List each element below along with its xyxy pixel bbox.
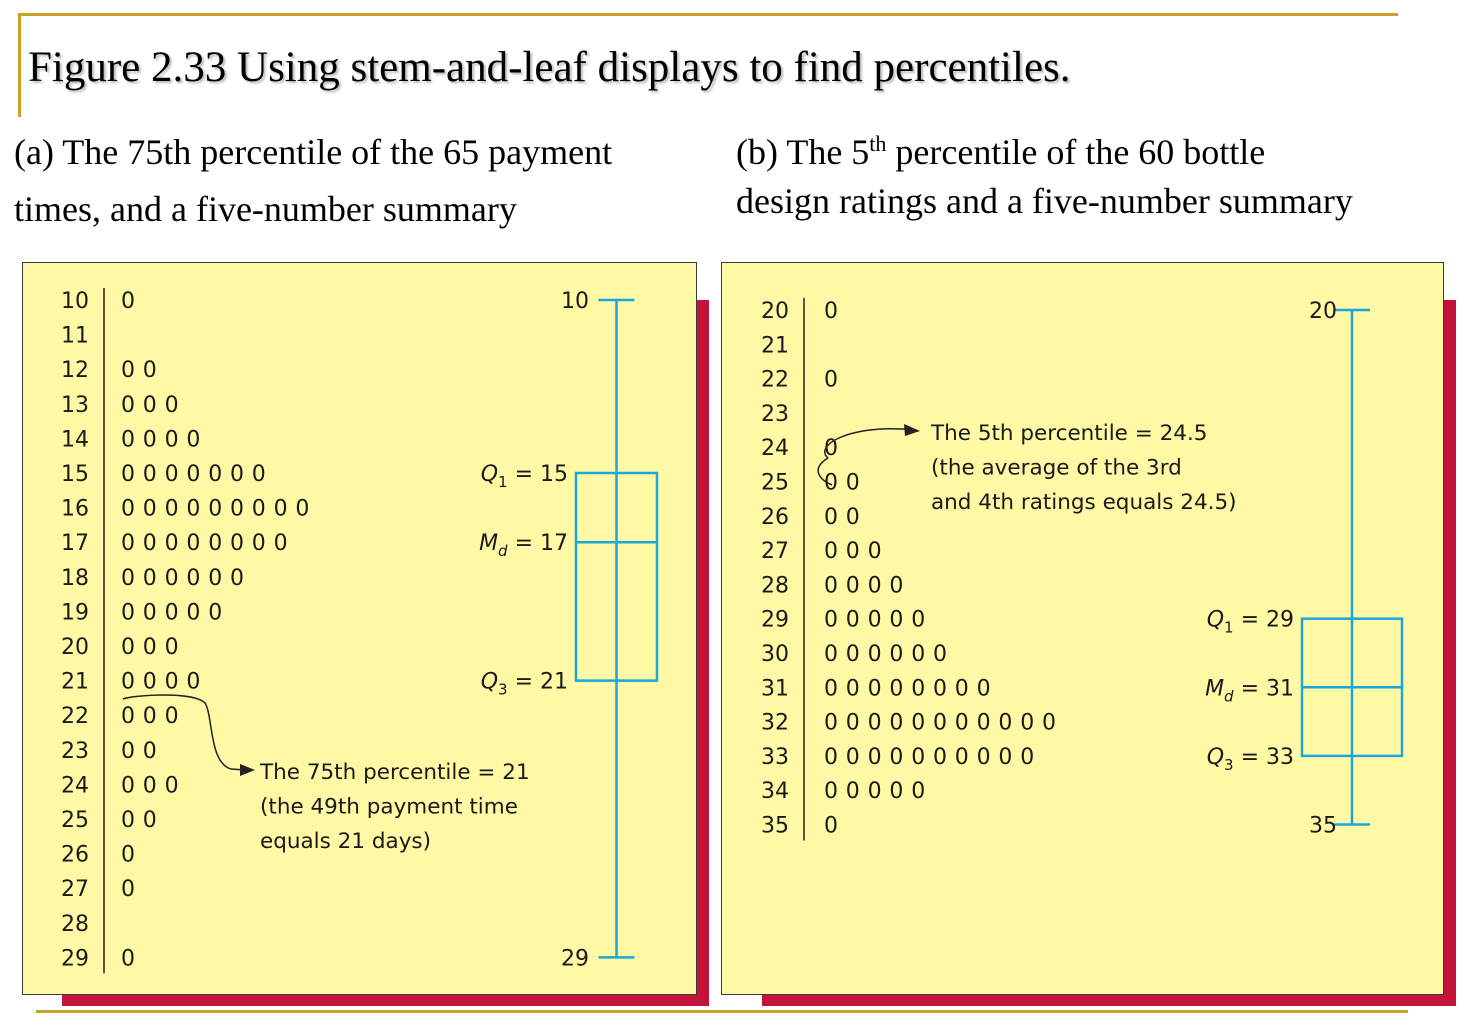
stem-13: 13 [61,392,89,418]
leaf-28-1: 0 [824,573,838,599]
stem-18: 18 [61,565,89,591]
leaf-33-6: 0 [933,744,947,770]
leaf-20-2: 0 [142,635,157,660]
leaf-32-5: 0 [911,710,926,736]
leaf-25-2: 0 [845,470,860,496]
leaf-33-3: 0 [867,744,882,770]
caption-b [736,127,1353,226]
leaf-30-4: 0 [889,642,904,667]
leaf-26-2: 0 [845,504,860,530]
leaf-15-3: 0 [164,462,179,487]
leaf-24-2: 0 [142,773,157,799]
leaf-17-2: 0 [142,531,157,557]
leaf-32-7: 0 [954,710,969,736]
stem-12: 12 [61,358,89,384]
leaf-33-9: 0 [998,744,1013,770]
annotation-line-3: equals 21 days) [260,829,432,855]
leaf-33-8: 0 [976,744,991,770]
leaf-16-9: 0 [295,496,310,522]
leaf-27-1: 0 [121,877,135,903]
leaf-14-4: 0 [186,427,201,453]
stem-25: 25 [761,470,789,496]
stem-31: 31 [761,676,789,702]
leaf-20-1: 0 [121,635,135,660]
leaf-16-7: 0 [251,496,266,522]
panel-b [721,262,1444,995]
max-label: 35 [1309,813,1337,839]
title-left-rule [18,13,21,117]
leaf-13-1: 0 [121,392,135,418]
leaf-15-5: 0 [208,462,223,487]
leaf-15-7: 0 [251,462,266,487]
leaf-18-3: 0 [164,565,179,591]
leaf-21-4: 0 [186,669,201,695]
stem-11: 11 [61,323,89,349]
stem-19: 19 [61,600,89,626]
leaf-31-1: 0 [824,676,838,702]
leaf-17-6: 0 [230,531,244,557]
leaf-15-1: 0 [121,462,135,487]
stem-26: 26 [61,842,89,868]
leaf-15-6: 0 [230,462,244,487]
leaf-13-3: 0 [164,392,179,418]
leaf-17-8: 0 [273,531,288,557]
leaf-32-3: 0 [867,710,882,736]
caption-b-line1 [736,127,1353,177]
leaf-16-4: 0 [186,496,201,522]
min-label: 20 [1309,299,1337,324]
leaf-30-5: 0 [911,642,926,667]
leaf-34-5: 0 [911,779,926,805]
leaf-16-1: 0 [121,496,135,522]
leaf-18-6: 0 [230,565,244,591]
leaf-26-1: 0 [121,842,135,868]
leaf-27-3: 0 [867,539,882,565]
leaf-19-4: 0 [186,600,201,626]
caption-b-line1-post: percentile of the 60 bottle [886,132,1266,172]
stem-16: 16 [61,496,89,522]
stem-34: 34 [761,779,789,805]
leaf-32-10: 0 [1020,710,1035,736]
annotation-line-1: The 5th percentile = 24.5 [931,421,1208,446]
leaf-14-2: 0 [142,427,157,453]
stem-30: 30 [761,642,789,667]
leaf-31-8: 0 [976,676,991,702]
leaf-12-1: 0 [121,358,135,384]
stem-33: 33 [761,744,789,770]
title-top-rule [18,13,1398,16]
leaf-28-4: 0 [889,573,904,599]
leaf-33-7: 0 [954,744,969,770]
leaf-19-3: 0 [164,600,179,626]
leaf-10-1: 0 [121,289,135,314]
leaf-25-2: 0 [142,808,157,833]
stem-25: 25 [61,808,89,833]
leaf-22-3: 0 [164,704,179,730]
leaf-33-2: 0 [845,744,860,770]
caption-a-line2: times, and a five-number summary [14,189,517,229]
panel-a-figure [23,263,698,996]
stem-29: 29 [761,607,789,633]
leaf-29-1: 0 [121,946,135,972]
stem-27: 27 [761,539,789,565]
leaf-29-3: 0 [867,607,882,633]
caption-a [14,127,612,234]
leaf-17-7: 0 [251,531,266,557]
leaf-21-2: 0 [142,669,157,695]
annotation-arrow [123,695,245,770]
leaf-18-5: 0 [208,565,223,591]
stem-27: 27 [61,877,89,903]
caption-b-line2: design ratings and a five-number summary [736,181,1353,221]
leaf-25-1: 0 [824,470,838,496]
leaf-32-8: 0 [976,710,991,736]
stem-14: 14 [61,427,89,453]
leaf-34-3: 0 [867,779,882,805]
annotation-line-2: (the average of the 3rd [931,455,1182,481]
median-label: $M_d = 17$ [479,531,568,561]
annotation-arrowhead [240,764,255,776]
leaf-19-2: 0 [142,600,157,626]
annotation-line-1: The 75th percentile = 21 [260,760,530,785]
leaf-31-4: 0 [889,676,904,702]
leaf-22-1: 0 [824,367,838,393]
leaf-18-1: 0 [121,565,135,591]
leaf-25-1: 0 [121,808,135,833]
leaf-30-1: 0 [824,642,838,667]
leaf-18-2: 0 [142,565,157,591]
stem-22: 22 [761,367,789,393]
caption-b-line1-pre: (b) The 5 [736,132,870,172]
leaf-29-5: 0 [911,607,926,633]
leaf-31-6: 0 [933,676,947,702]
annotation-arrowhead [904,424,920,436]
leaf-16-2: 0 [142,496,157,522]
leaf-30-2: 0 [845,642,860,667]
stem-20: 20 [761,299,789,324]
leaf-32-9: 0 [998,710,1013,736]
leaf-29-4: 0 [889,607,904,633]
leaf-34-4: 0 [889,779,904,805]
leaf-32-1: 0 [824,710,838,736]
min-label: 10 [561,289,589,314]
leaf-15-4: 0 [186,462,201,487]
stem-26: 26 [761,504,789,530]
leaf-31-3: 0 [867,676,882,702]
leaf-30-6: 0 [933,642,947,667]
leaf-17-1: 0 [121,531,135,557]
leaf-17-5: 0 [208,531,223,557]
leaf-28-2: 0 [845,573,860,599]
leaf-33-1: 0 [824,744,838,770]
leaf-31-2: 0 [845,676,860,702]
leaf-20-3: 0 [164,635,179,660]
stem-28: 28 [761,573,789,599]
leaf-32-2: 0 [845,710,860,736]
leaf-19-5: 0 [208,600,223,626]
stem-17: 17 [61,531,89,557]
stem-10: 10 [61,289,89,314]
max-label: 29 [561,946,589,972]
annotation-line-2: (the 49th payment time [260,794,518,820]
leaf-31-5: 0 [911,676,926,702]
stem-23: 23 [761,401,789,427]
stem-29: 29 [61,946,89,972]
leaf-24-3: 0 [164,773,179,799]
caption-a-line1: (a) The 75th percentile of the 65 payment [14,132,613,172]
leaf-14-1: 0 [121,427,135,453]
leaf-21-3: 0 [164,669,179,695]
leaf-24-1: 0 [121,773,135,799]
leaf-20-1: 0 [824,299,838,324]
leaf-24-1: 0 [824,436,838,462]
q1-label: $Q_1 = 15$ [480,462,568,491]
leaf-33-5: 0 [911,744,926,770]
leaf-22-2: 0 [142,704,157,730]
leaf-29-2: 0 [845,607,860,633]
leaf-15-2: 0 [142,462,157,487]
leaf-17-3: 0 [164,531,179,557]
stem-21: 21 [761,333,789,359]
leaf-34-2: 0 [845,779,860,805]
leaf-13-2: 0 [142,392,157,418]
leaf-31-7: 0 [954,676,969,702]
stem-35: 35 [761,813,789,839]
leaf-14-3: 0 [164,427,179,453]
figure-title: Figure 2.33 Using stem-and-leaf displays to find percentiles. [28,44,1071,91]
stem-23: 23 [61,738,89,764]
leaf-34-1: 0 [824,779,838,805]
stem-15: 15 [61,462,89,487]
leaf-16-8: 0 [273,496,288,522]
q1-label: $Q_1 = 29$ [1206,607,1294,637]
leaf-33-4: 0 [889,744,904,770]
q3-label: $Q_3 = 33$ [1206,744,1294,774]
leaf-16-5: 0 [208,496,223,522]
leaf-33-10: 0 [1020,744,1035,770]
q3-label: $Q_3 = 21$ [480,669,568,699]
leaf-27-2: 0 [845,539,860,565]
leaf-29-1: 0 [824,607,838,633]
leaf-16-6: 0 [230,496,244,522]
leaf-32-6: 0 [933,710,947,736]
leaf-16-3: 0 [164,496,179,522]
leaf-32-4: 0 [889,710,904,736]
leaf-32-11: 0 [1042,710,1056,736]
stem-24: 24 [61,773,89,799]
stem-20: 20 [61,635,89,660]
leaf-28-3: 0 [867,573,882,599]
leaf-27-1: 0 [824,539,838,565]
leaf-23-2: 0 [142,738,157,764]
stem-24: 24 [761,436,789,462]
caption-b-line1-sup: th [869,131,887,156]
leaf-30-3: 0 [867,642,882,667]
leaf-17-4: 0 [186,531,201,557]
leaf-19-1: 0 [121,600,135,626]
stem-28: 28 [61,911,89,937]
panel-a [22,262,697,995]
leaf-22-1: 0 [121,704,135,730]
stem-32: 32 [761,710,789,736]
leaf-21-1: 0 [121,669,135,695]
median-label: $M_d = 31$ [1205,676,1294,706]
leaf-23-1: 0 [121,738,135,764]
stem-21: 21 [61,669,89,695]
bottom-rule [36,1010,1408,1013]
leaf-18-4: 0 [186,565,201,591]
leaf-35-1: 0 [824,813,838,839]
leaf-26-1: 0 [824,504,838,530]
annotation-line-3: and 4th ratings equals 24.5) [931,490,1237,515]
panel-b-figure [722,263,1445,996]
leaf-12-2: 0 [142,358,157,384]
stem-22: 22 [61,704,89,730]
